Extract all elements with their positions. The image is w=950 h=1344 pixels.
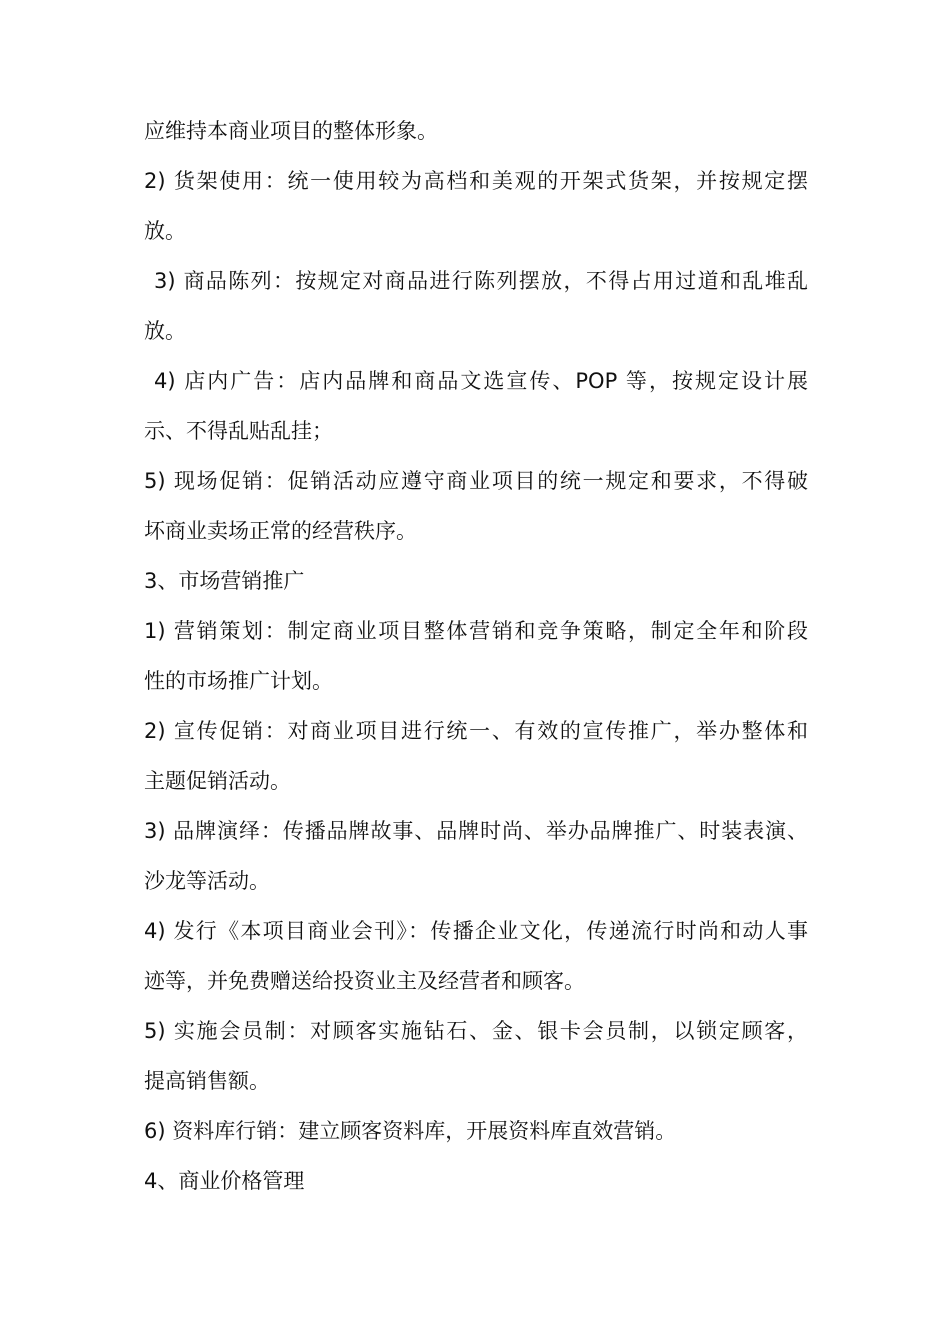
paragraph-line: 应维持本商业项目的整体形象。: [144, 119, 438, 143]
paragraph-line: 主题促销活动。: [144, 769, 291, 793]
section-heading: 4、商业价格管理: [144, 1169, 305, 1193]
paragraph-line: 1) 营销策划：制定商业项目整体营销和竞争策略，制定全年和阶段: [144, 619, 808, 643]
document-body: [144, 106, 808, 1206]
paragraph-line: 坏商业卖场正常的经营秩序。: [144, 519, 417, 543]
paragraph-line: 沙龙等活动。: [144, 869, 270, 893]
paragraph-line: 迹等，并免费赠送给投资业主及经营者和顾客。: [144, 969, 585, 993]
paragraph-line: 2) 货架使用：统一使用较为高档和美观的开架式货架，并按规定摆: [144, 169, 808, 193]
section-heading: 3、市场营销推广: [144, 569, 305, 593]
paragraph-line: 3) 品牌演绎：传播品牌故事、品牌时尚、举办品牌推广、时装表演、: [144, 819, 808, 843]
paragraph-line: 放。: [144, 319, 186, 343]
paragraph-line: 6) 资料库行销：建立顾客资料库，开展资料库直效营销。: [144, 1119, 677, 1143]
paragraph-line: 提高销售额。: [144, 1069, 270, 1093]
paragraph-line: 4) 店内广告：店内品牌和商品文选宣传、POP 等，按规定设计展: [154, 369, 808, 393]
paragraph-line: 5) 实施会员制：对顾客实施钻石、金、银卡会员制，以锁定顾客，: [144, 1019, 808, 1043]
paragraph-line: 性的市场推广计划。: [144, 669, 333, 693]
paragraph-line: 示、不得乱贴乱挂；: [144, 419, 333, 443]
paragraph-line: 5) 现场促销：促销活动应遵守商业项目的统一规定和要求，不得破: [144, 469, 808, 493]
paragraph-line: 放。: [144, 219, 186, 243]
paragraph-line: 3) 商品陈列：按规定对商品进行陈列摆放，不得占用过道和乱堆乱: [154, 269, 808, 293]
paragraph-line: 4) 发行《本项目商业会刊》：传播企业文化，传递流行时尚和动人事: [144, 919, 808, 943]
paragraph-line: 2) 宣传促销：对商业项目进行统一、有效的宣传推广，举办整体和: [144, 719, 808, 743]
